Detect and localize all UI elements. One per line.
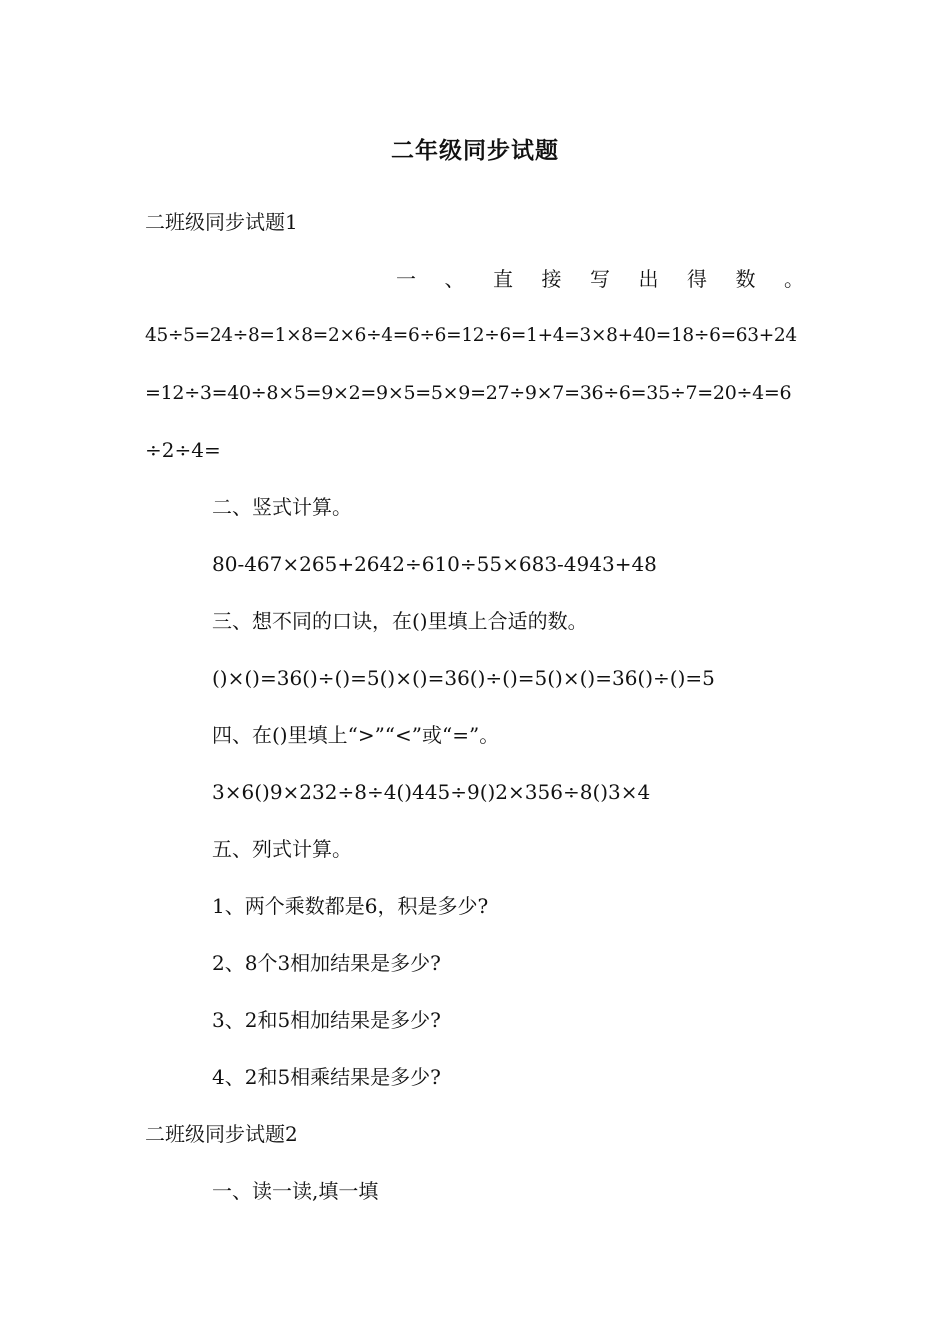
part-2-content: 80-467×265+2642÷610÷55×683-4943+48 <box>212 552 657 576</box>
part-1-equations-line-3: ÷2÷4= <box>145 438 221 462</box>
part-5-item: 2、8个3相加结果是多少? <box>212 951 441 975</box>
part-5-heading: 五、列式计算。 <box>212 837 352 861</box>
part-1-heading-char: 、 <box>444 267 465 291</box>
part-1-heading-char: 数 <box>735 267 756 291</box>
part-1-heading-char: 得 <box>687 267 707 291</box>
section-1-heading: 二班级同步试题1 <box>145 210 298 234</box>
part-5-item: 3、2和5相加结果是多少? <box>212 1008 441 1032</box>
part-3-content: ()×()=36()÷()=5()×()=36()÷()=5()×()=36()÷()=5 <box>212 666 715 690</box>
part-1-heading <box>396 264 804 294</box>
part-1-heading-char: 出 <box>638 267 659 291</box>
part-4-heading: 四、在()里填上“>”“<”或“=”。 <box>212 723 500 747</box>
part-4-content: 3×6()9×232÷8÷4()445÷9()2×356÷8()3×4 <box>212 780 651 804</box>
part-1-equations-line-2: =12÷3=40÷8×5=9×2=9×5=5×9=27÷9×7=36÷6=35÷7=20÷4=6 <box>145 382 792 404</box>
part-1-heading-char: 接 <box>541 267 562 291</box>
part-1-heading-char: 直 <box>493 267 513 291</box>
part-3-heading: 三、想不同的口诀，在()里填上合适的数。 <box>212 609 588 633</box>
part-1-heading-char: 。 <box>784 267 804 291</box>
part-1-heading-char: 写 <box>590 267 610 291</box>
part-5-item: 4、2和5相乘结果是多少? <box>212 1065 441 1089</box>
part-2-heading: 二、竖式计算。 <box>212 495 352 519</box>
section-2-part-1-heading: 一、读一读,填一填 <box>212 1179 379 1203</box>
part-1-heading-char: 一 <box>396 267 416 291</box>
part-1-equations-line-1: 45÷5=24÷8=1×8=2×6÷4=6÷6=12÷6=1+4=3×8+40=18÷6=63+24 <box>145 325 797 346</box>
part-5-item: 1、两个乘数都是6，积是多少? <box>212 894 489 918</box>
section-2-heading: 二班级同步试题2 <box>145 1122 298 1146</box>
page-title: 二年级同步试题 <box>391 137 559 164</box>
